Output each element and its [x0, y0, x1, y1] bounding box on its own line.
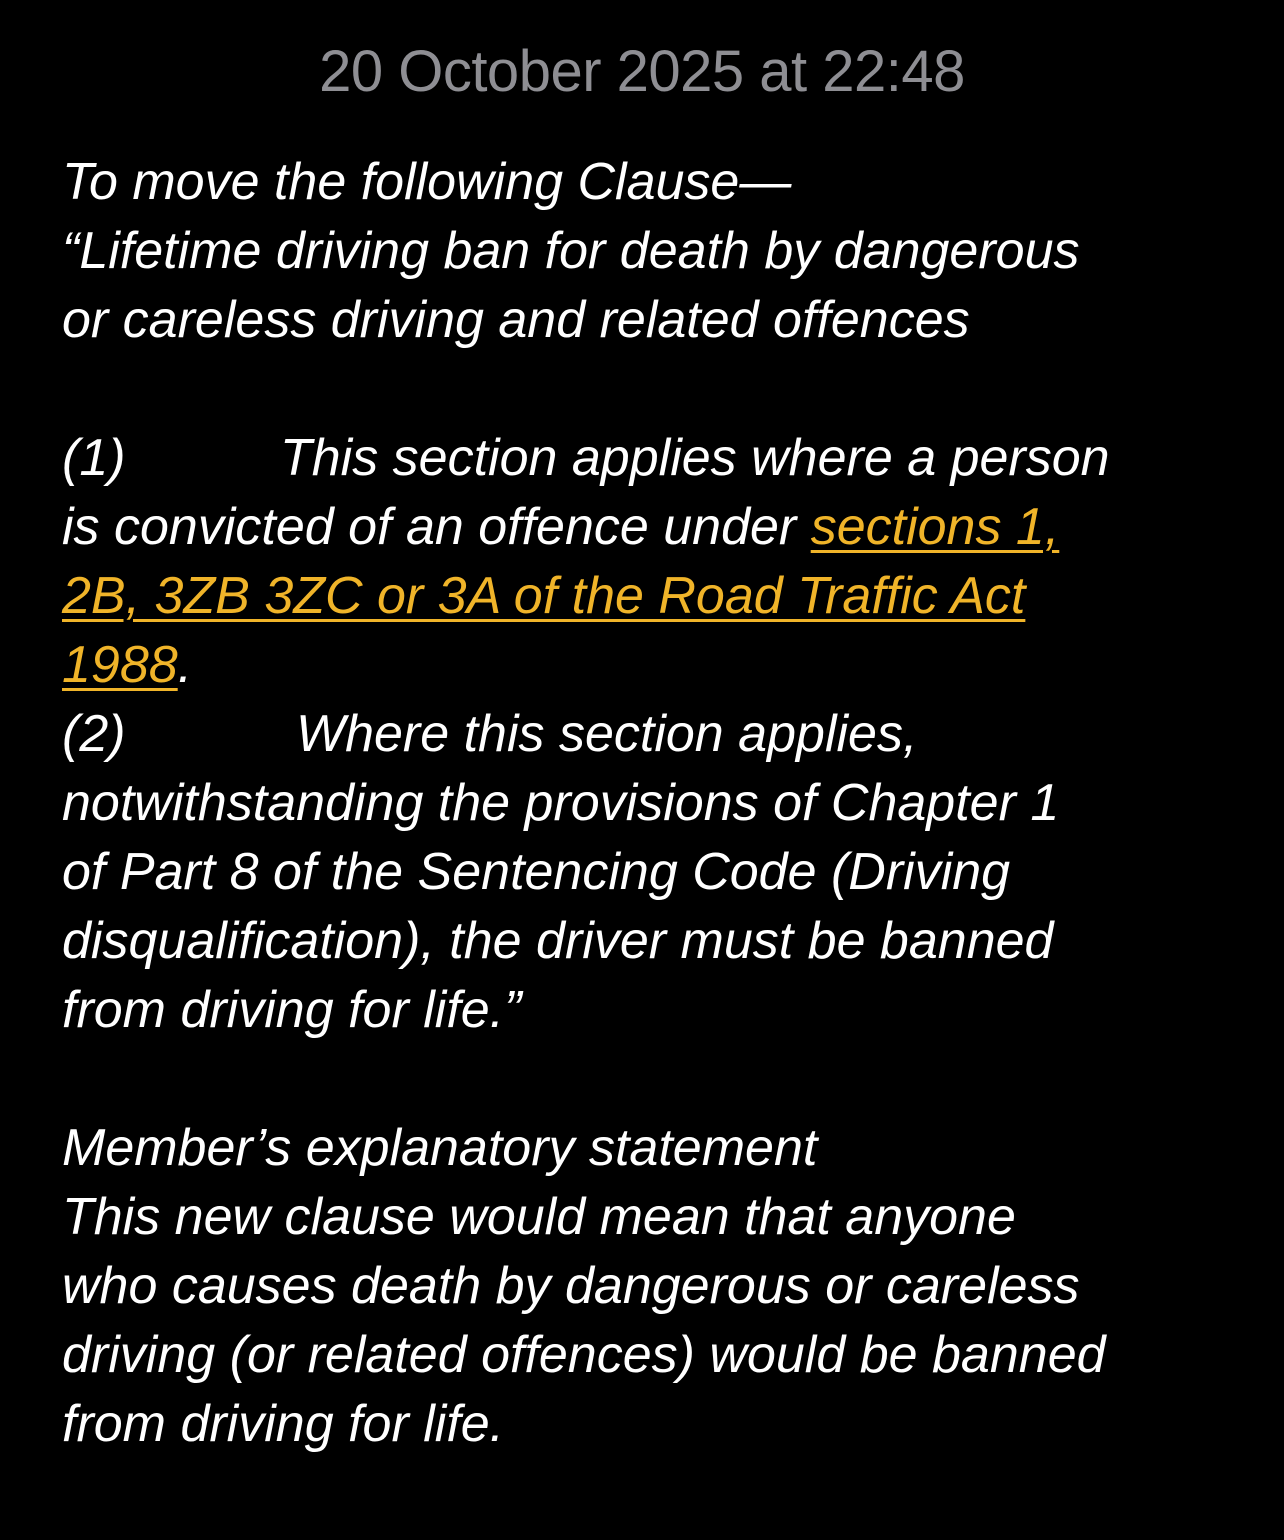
- explanatory-statement-line: from driving for life.: [62, 1395, 505, 1453]
- subsection-1-suffix: .: [177, 636, 193, 694]
- blank-line: [62, 1045, 1232, 1114]
- road-traffic-act-link[interactable]: 2B, 3ZB 3ZC or 3A of the Road Traffic Act: [62, 567, 1026, 625]
- subsection-1-text: This section applies where a person: [280, 429, 1110, 487]
- explanatory-statement-line: This new clause would mean that anyone: [62, 1188, 1016, 1246]
- subsection-2-number: (2): [62, 705, 126, 763]
- road-traffic-act-link[interactable]: 1988: [62, 636, 178, 694]
- explanatory-statement-line: who causes death by dangerous or careless: [62, 1257, 1080, 1315]
- explanatory-statement-heading: Member’s explanatory statement: [62, 1119, 818, 1177]
- subsection-2-text: Where this section applies,: [296, 705, 918, 763]
- explanatory-statement-line: driving (or related offences) would be banned: [62, 1326, 1106, 1384]
- road-traffic-act-link[interactable]: sections 1,: [810, 498, 1060, 556]
- subsection-1-number: (1): [62, 429, 126, 487]
- subsection-2-line: notwithstanding the provisions of Chapter 1: [62, 774, 1060, 832]
- subsection-2-line: disqualification), the driver must be banned: [62, 912, 1054, 970]
- subsection-1-line: [62, 562, 1232, 631]
- subsection-2-line: from driving for life.”: [62, 981, 522, 1039]
- blank-line: [62, 355, 1232, 424]
- note-body[interactable]: [62, 148, 1232, 1459]
- subsection-1-line: [62, 424, 1232, 493]
- clause-heading-line: or careless driving and related offences: [62, 291, 970, 349]
- subsection-2-line: of Part 8 of the Sentencing Code (Driving: [62, 843, 1011, 901]
- intro-line: To move the following Clause—: [62, 153, 792, 211]
- subsection-2-line: [62, 700, 1232, 769]
- note-timestamp: 20 October 2025 at 22:48: [319, 39, 965, 104]
- clause-heading-line: “Lifetime driving ban for death by dangerous: [62, 222, 1080, 280]
- subsection-1-text: is convicted of an offence under: [62, 498, 811, 556]
- subsection-1-line: [62, 631, 1232, 700]
- subsection-1-line: [62, 493, 1232, 562]
